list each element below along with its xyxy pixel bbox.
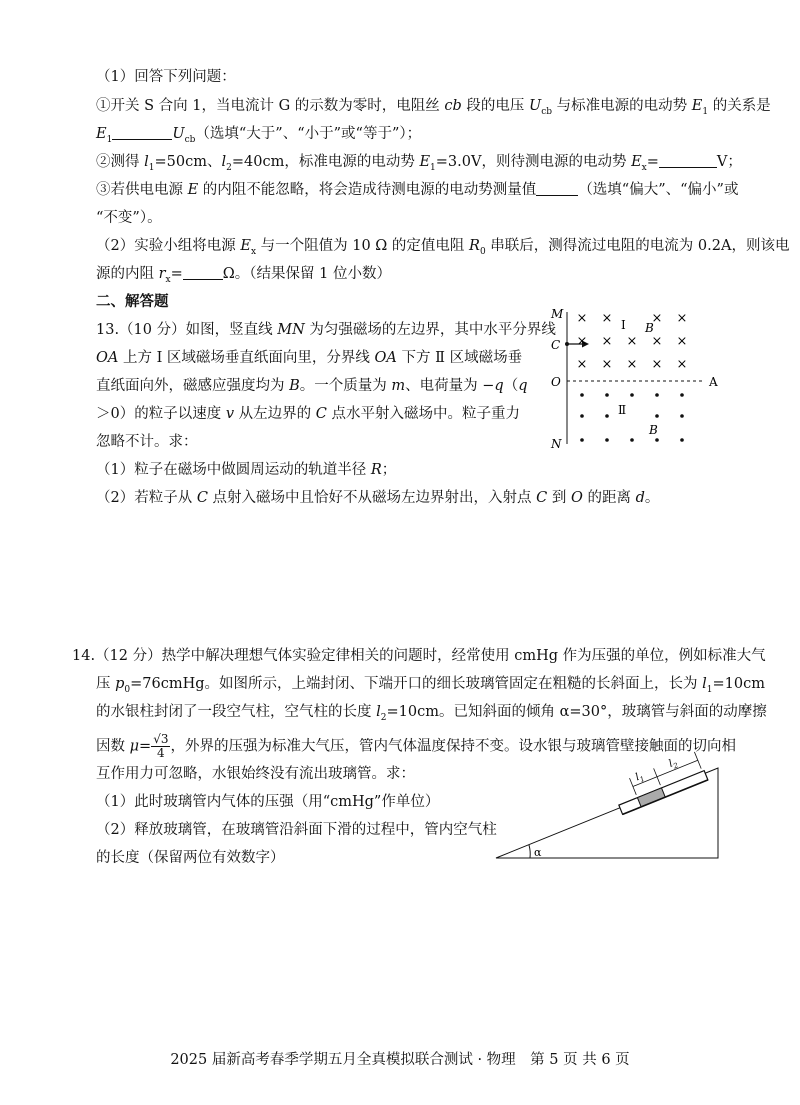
q14-line2: 压 $p_0=76cmHg$。如图所示，上端封闭、下端开口的细长玻璃管固定在粗糙的长斜面上，长为 $l_1=10cm$ bbox=[96, 676, 766, 695]
dot-mark bbox=[580, 438, 584, 442]
q14-line1: 14.（12 分）热学中解决理想气体实验定律相关的问题时，经常使用 cmHg 作为压强的单位，例如标准大气 bbox=[72, 648, 766, 664]
section-heading: 二、解答题 bbox=[96, 294, 169, 310]
mu-fraction: $\frac{√3}{4}$ bbox=[153, 732, 169, 760]
cross-mark: × bbox=[651, 311, 663, 326]
cross-mark: × bbox=[576, 357, 588, 372]
subq-1-item-3-line1: ③若供电电源 E 的内阻不能忽略，将会造成待测电源的电动势测量值 （选填“偏大”、“偏小”或 bbox=[96, 182, 739, 198]
point-c-dot bbox=[565, 342, 569, 346]
mercury-column bbox=[637, 788, 665, 807]
cross-mark: × bbox=[651, 357, 663, 372]
dot-mark bbox=[605, 414, 609, 418]
page-footer: 2025 届新高考春季学期五月全真模拟联合测试 · 物理 第 5 页 共 6 页 bbox=[170, 1052, 630, 1068]
answer-blank[interactable] bbox=[659, 153, 717, 168]
label-b-lower: B bbox=[649, 423, 658, 437]
dot-mark bbox=[655, 393, 659, 397]
cross-mark: × bbox=[626, 334, 638, 349]
dot-mark bbox=[655, 438, 659, 442]
label-l1: $l_1$ bbox=[633, 771, 646, 784]
label-l2: $l_2$ bbox=[667, 758, 680, 771]
dot-mark bbox=[605, 393, 609, 397]
answer-blank[interactable] bbox=[112, 125, 172, 140]
q14-sub1: （1）此时玻璃管内气体的压强（用“cmHg”作单位） bbox=[96, 794, 440, 810]
cross-mark: × bbox=[676, 357, 688, 372]
dot-mark bbox=[680, 393, 684, 397]
q14-sub2-line2: 的长度（保留两位有效数字） bbox=[96, 850, 285, 866]
dot-mark bbox=[630, 438, 634, 442]
dot-mark bbox=[655, 414, 659, 418]
label-n: N bbox=[551, 437, 562, 450]
subq-2-line2: 源的内阻 $r_x= \Omega$。（结果保留 1 位小数） bbox=[96, 266, 391, 285]
cross-mark: × bbox=[651, 334, 663, 349]
cross-mark: × bbox=[576, 334, 588, 349]
dot-mark bbox=[680, 438, 684, 442]
label-region-1: Ⅰ bbox=[621, 318, 626, 332]
label-m: M bbox=[551, 307, 564, 321]
dot-mark bbox=[605, 438, 609, 442]
subq-1-item-1-line1: ①开关 S 合向 1，当电流计 G 的示数为零时，电阻丝 cb 段的电压 $U_{cb}$ 与标准电源的电动势 $E_1$ 的关系是 bbox=[96, 98, 771, 117]
dot-mark bbox=[580, 414, 584, 418]
cross-mark: × bbox=[676, 311, 688, 326]
q13-line2: OA 上方 Ⅰ 区域磁场垂直纸面向里，分界线 OA 下方 Ⅱ 区域磁场垂 bbox=[96, 350, 523, 366]
angle-arc bbox=[529, 845, 530, 858]
cross-mark: × bbox=[626, 357, 638, 372]
q13-sub2: （2）若粒子从 C 点射入磁场中且恰好不从磁场左边界射出，入射点 C 到 O 的距离 d。 bbox=[96, 490, 660, 506]
magnetic-field-figure bbox=[545, 300, 735, 450]
q14-line4: 因数 μ= $\frac{√3}{4}$ ，外界的压强为标准大气压，管内气体温度保持不变。设水银与玻璃管壁接触面的切向相 bbox=[96, 732, 736, 760]
glass-tube bbox=[610, 748, 708, 814]
q13-line4: ＞0）的粒子以速度 v 从左边界的 C 点水平射入磁场中。粒子重力 bbox=[96, 406, 520, 422]
subq-1-heading: （1）回答下列问题： bbox=[96, 69, 236, 85]
label-alpha: α bbox=[534, 846, 542, 859]
subq-1-item-3-line2: “不变”）。 bbox=[96, 210, 162, 226]
label-o: O bbox=[551, 375, 561, 389]
q13-sub1: （1）粒子在磁场中做圆周运动的轨道半径 R； bbox=[96, 462, 397, 478]
subq-1-item-1-line2: $E_1$ $U_{cb}$（选填“大于”、“小于”或“等于”）； bbox=[96, 126, 422, 145]
label-c: C bbox=[551, 338, 561, 352]
q14-line3: 的水银柱封闭了一段空气柱，空气柱的长度 $l_2=10cm$。已知斜面的倾角 α=30°，玻璃管与斜面的动摩擦 bbox=[96, 704, 767, 723]
cross-mark: × bbox=[601, 357, 613, 372]
answer-blank[interactable] bbox=[536, 181, 578, 196]
incline-tube-figure bbox=[490, 748, 730, 863]
q13-line1: 13.（10 分）如图，竖直线 MN 为匀强磁场的左边界，其中水平分界线 bbox=[96, 322, 556, 338]
q14-sub2-line1: （2）释放玻璃管，在玻璃管沿斜面下滑的过程中，管内空气柱 bbox=[96, 822, 497, 838]
answer-blank[interactable] bbox=[183, 265, 223, 280]
label-a: A bbox=[709, 375, 718, 389]
field-out-of-page-marks bbox=[580, 393, 684, 442]
field-into-page-marks bbox=[577, 311, 688, 372]
dot-mark bbox=[630, 393, 634, 397]
label-region-2: Ⅱ bbox=[618, 403, 627, 417]
label-b-upper: B bbox=[645, 321, 654, 335]
dot-mark bbox=[680, 414, 684, 418]
subq-2-line1: （2）实验小组将电源 $E_x$ 与一个阻值为 10 Ω 的定值电阻 $R_0$ 串联后，测得流过电阻的电流为 0.2A，则该电 bbox=[96, 238, 790, 257]
dot-mark bbox=[580, 393, 584, 397]
cross-mark: × bbox=[601, 334, 613, 349]
subq-1-item-2: ②测得 $l_1=50cm$、$l_2=40cm$，标准电源的电动势 $E_1=3.0V$，则待测电源的电动势 $E_x= V$； bbox=[96, 154, 742, 173]
cross-mark: × bbox=[676, 334, 688, 349]
q14-line5: 互作用力可忽略，水银始终没有流出玻璃管。求： bbox=[96, 766, 415, 782]
q13-line5: 忽略不计。求： bbox=[96, 434, 198, 450]
cross-mark: × bbox=[601, 311, 613, 326]
q13-line3: 直纸面向外，磁感应强度均为 B。一个质量为 m、电荷量为 −q（q bbox=[96, 378, 528, 394]
cross-mark: × bbox=[576, 311, 588, 326]
